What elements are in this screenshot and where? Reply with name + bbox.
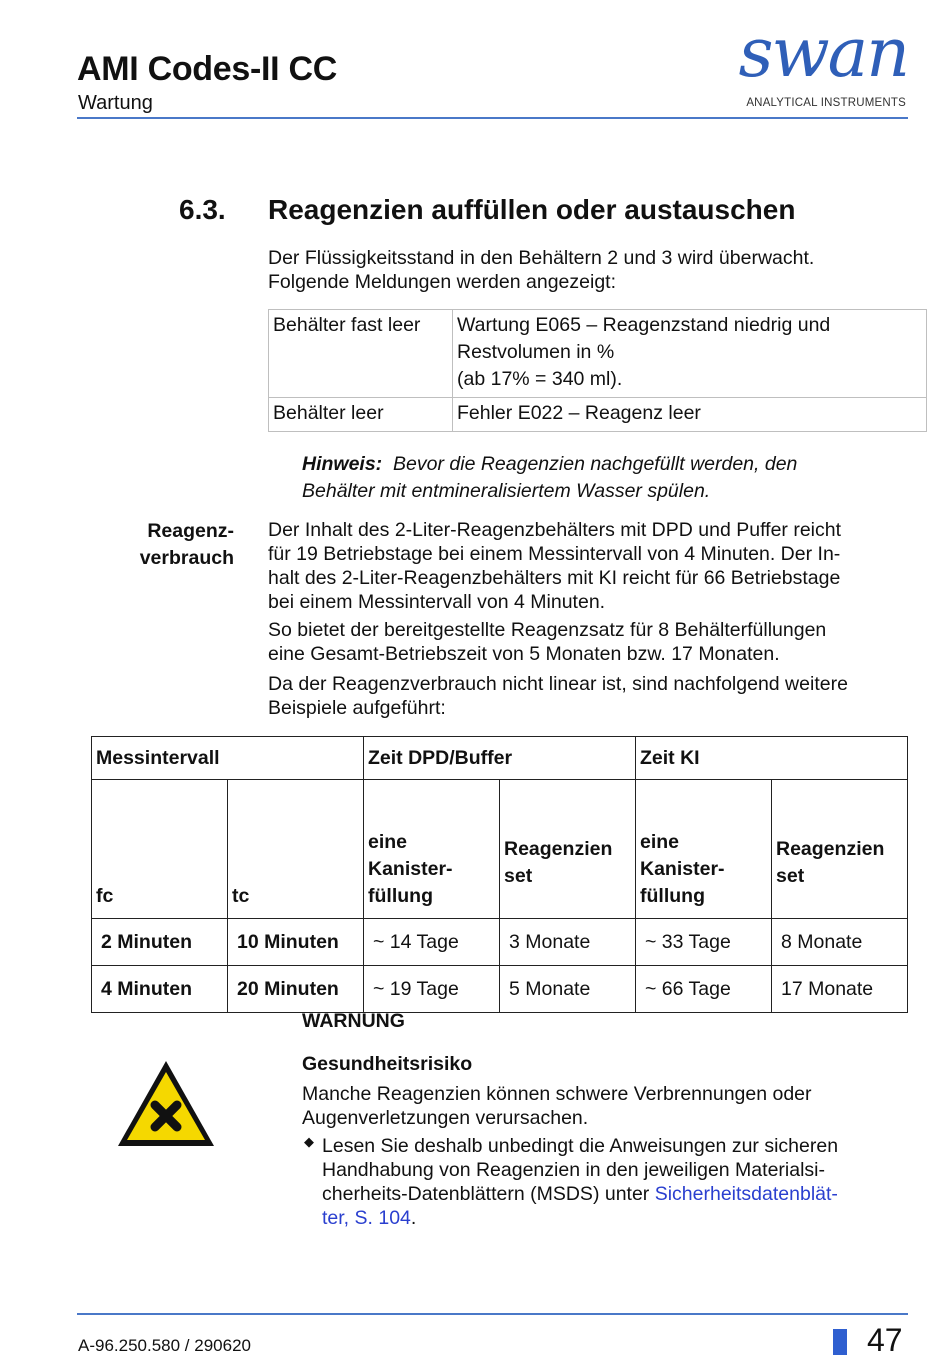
cell-dpd-canister: ~ 14 Tage (364, 919, 500, 966)
document-number: A-96.250.580 / 290620 (78, 1336, 251, 1355)
paragraph-line: bei einem Messintervall von 4 Minuten. (268, 591, 606, 613)
section-title: Reagenzien auffüllen oder austauschen (268, 194, 796, 225)
bullet-line: Lesen Sie deshalb unbedingt die Anweisungen zur sicheren (322, 1135, 839, 1157)
cell-fc: 2 Minuten (92, 919, 228, 966)
chapter-subtitle: Wartung (78, 92, 153, 114)
header-time-ki: Zeit KI (636, 737, 908, 780)
warning-subheading: Gesundheitsrisiko (302, 1053, 473, 1075)
msds-link-continued[interactable]: ter, S. 104 (322, 1207, 411, 1229)
note-block (302, 451, 922, 505)
footer-divider (77, 1313, 908, 1315)
message-line: Wartung E065 – Reagenzstand niedrig und (457, 314, 831, 336)
table-row (92, 966, 908, 1013)
bullet-icon: ◆ (304, 1134, 314, 1149)
paragraph-line: halt des 2-Liter-Reagenzbehälters mit KI reicht für 66 Betriebstage (268, 567, 841, 589)
warning-bullet (322, 1134, 902, 1230)
header-divider (77, 117, 908, 119)
cell-dpd-canister: ~ 19 Tage (364, 966, 500, 1013)
harmful-hazard-icon (115, 1058, 217, 1155)
header-time-dpd-buffer: Zeit DPD/Buffer (364, 737, 636, 780)
warning-heading: WARNUNG (302, 1010, 405, 1032)
cell-dpd-set: 3 Monate (500, 919, 636, 966)
intro-paragraph (268, 246, 918, 294)
subheader-fc: fc (92, 780, 228, 919)
paragraph-line: für 19 Betriebstage bei einem Messintervall von 4 Minuten. Der In- (268, 543, 841, 565)
cell-dpd-set: 5 Monate (500, 966, 636, 1013)
bullet-line: Handhabung von Reagenzien in den jeweiligen Materialsi- (322, 1159, 825, 1181)
cell-tc: 10 Minuten (228, 919, 364, 966)
state-cell: Behälter leer (269, 398, 453, 432)
section-number: 6.3. (179, 194, 226, 225)
warning-text (302, 1082, 902, 1130)
bullet-end: . (410, 1207, 417, 1229)
cell-ki-canister: ~ 33 Tage (636, 919, 772, 966)
message-line: Restvolumen in % (457, 341, 615, 363)
paragraph-line: Beispiele aufgeführt: (268, 697, 446, 719)
subheader-tc: tc (228, 780, 364, 919)
document-title: AMI Codes-II CC (77, 50, 337, 88)
swan-logo: swan (738, 14, 908, 93)
level-messages-table (268, 309, 927, 432)
paragraph-line: So bietet der bereitgestellte Reagenzsatz für 8 Behälterfüllungen (268, 619, 827, 641)
reagent-set-paragraph (268, 618, 916, 666)
message-line: (ab 17% = 340 ml). (457, 368, 623, 390)
note-line: Behälter mit entmineralisiertem Wasser spülen. (302, 480, 711, 502)
cell-tc: 20 Minuten (228, 966, 364, 1013)
subheader-reagent-set: Reagenzien set (500, 780, 636, 919)
examples-paragraph (268, 672, 916, 720)
consumption-paragraph (268, 518, 916, 614)
table-row (269, 310, 927, 398)
message-line: Fehler E022 – Reagenz leer (457, 402, 701, 424)
table-row (92, 919, 908, 966)
paragraph-line: eine Gesamt-Betriebszeit von 5 Monaten bzw. 17 Monaten. (268, 643, 780, 665)
paragraph-line: Da der Reagenzverbrauch nicht linear ist, sind nachfolgend weitere (268, 673, 848, 695)
consumption-table (91, 736, 908, 1013)
cell-ki-set: 8 Monate (772, 919, 908, 966)
page-marker (833, 1329, 847, 1355)
page-number: 47 (867, 1322, 903, 1358)
warning-line: Augenverletzungen verursachen. (302, 1107, 589, 1129)
message-cell (453, 310, 927, 398)
header-measuring-interval: Messintervall (92, 737, 364, 780)
margin-label (140, 518, 234, 572)
cell-fc: 4 Minuten (92, 966, 228, 1013)
msds-link[interactable]: Sicherheitsdatenblät- (654, 1183, 838, 1205)
subheader-canister-fill: eine Kanister- füllung (364, 780, 500, 919)
logo-tagline: ANALYTICAL INSTRUMENTS (746, 97, 906, 109)
cell-ki-set: 17 Monate (772, 966, 908, 1013)
message-cell (453, 398, 927, 432)
table-subheader-row (92, 780, 908, 919)
state-cell: Behälter fast leer (269, 310, 453, 398)
intro-line: Folgende Meldungen werden angezeigt: (268, 271, 617, 293)
paragraph-line: Der Inhalt des 2-Liter-Reagenzbehälters mit DPD und Puffer reicht (268, 519, 842, 541)
table-row (269, 398, 927, 432)
subheader-canister-fill: eine Kanister- füllung (636, 780, 772, 919)
cell-ki-canister: ~ 66 Tage (636, 966, 772, 1013)
margin-label-line: Reagenz- (147, 520, 234, 542)
subheader-reagent-set: Reagenzien set (772, 780, 908, 919)
intro-line: Der Flüssigkeitsstand in den Behältern 2 und 3 wird überwacht. (268, 247, 815, 269)
margin-label-line: verbrauch (139, 547, 234, 569)
note-line: Bevor die Reagenzien nachgefüllt werden, den (393, 453, 798, 475)
note-label: Hinweis: (302, 453, 383, 475)
table-header-row (92, 737, 908, 780)
warning-line: Manche Reagenzien können schwere Verbrennungen oder (302, 1083, 812, 1105)
bullet-line: cherheits-Datenblättern (MSDS) unter (322, 1183, 655, 1205)
